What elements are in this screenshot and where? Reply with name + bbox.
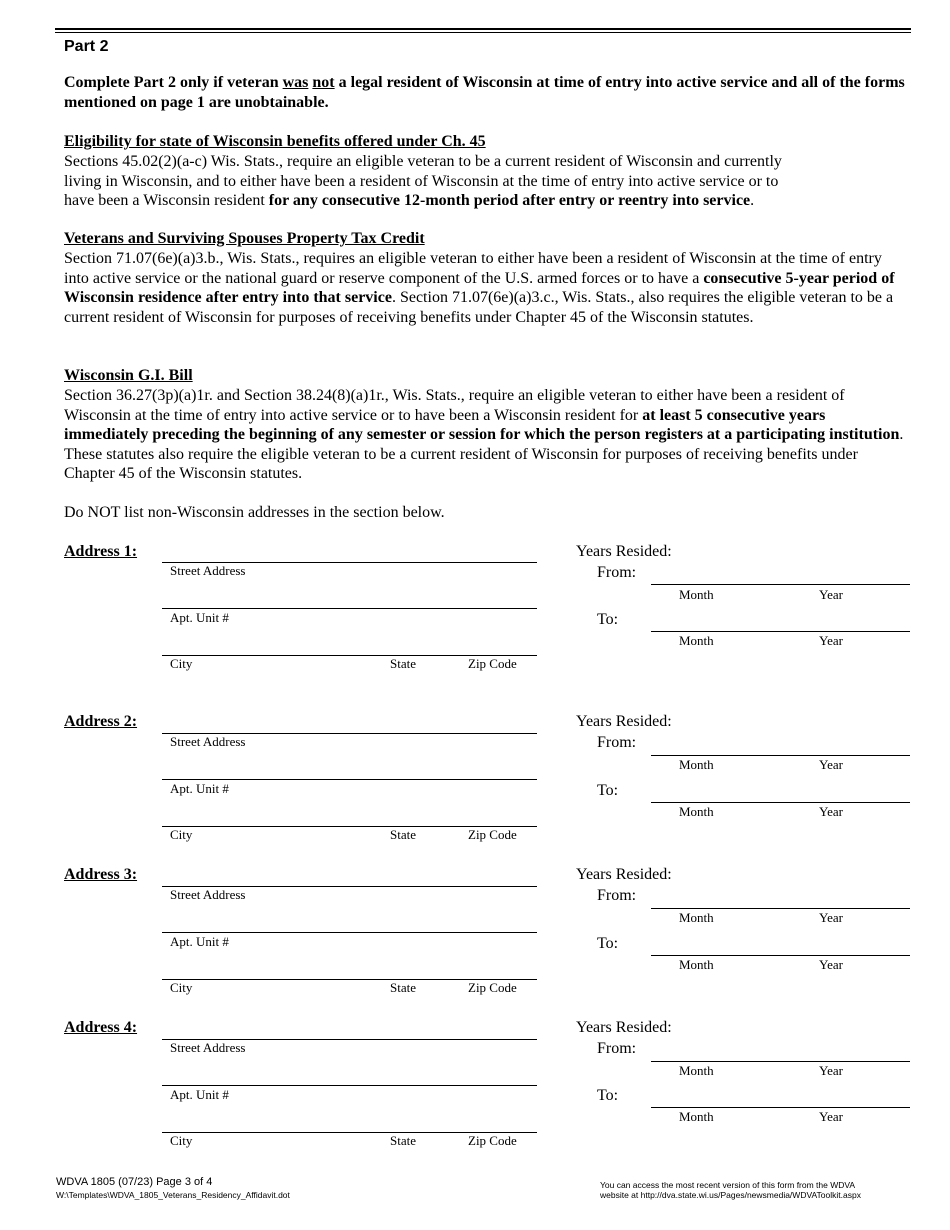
address-4-zip-label: Zip Code <box>468 1133 517 1148</box>
sec3-paragraph <box>64 386 904 484</box>
address-3-label: Address 3: <box>64 866 138 883</box>
address-3-city-label: City <box>170 980 193 995</box>
address-3-to-month: Month <box>679 957 714 972</box>
address-2-years-resided: Years Resided: <box>576 713 672 730</box>
address-3-apt-label: Apt. Unit # <box>170 934 229 949</box>
address-4-years-resided: Years Resided: <box>576 1019 672 1036</box>
address-1-state-label: State <box>390 656 416 671</box>
sec3-heading: Wisconsin G.I. Bill <box>64 367 193 384</box>
address-2-from-year: Year <box>819 757 843 772</box>
sec1-line-3 <box>64 191 912 211</box>
part-title: Part 2 <box>64 38 109 55</box>
address-3-to-year: Year <box>819 957 843 972</box>
sec3-text-a: Section 36.27(3p)(a)1r. and Section 38.24(8)(a)1r., Wis. Stats., require an eligible veteran to either have been a resident of Wisconsin at the time of entry into active service or to have been a Wisconsin resident for <box>64 387 845 424</box>
footer-access-line-2: website at http://dva.state.wi.us/Pages/newsmedia/WDVAToolkit.aspx <box>600 1190 861 1200</box>
address-4-apt-label: Apt. Unit # <box>170 1087 229 1102</box>
address-2-to-month: Month <box>679 804 714 819</box>
address-1-to-year: Year <box>819 633 843 648</box>
address-4-label: Address 4: <box>64 1019 138 1036</box>
address-2-state-label: State <box>390 827 416 842</box>
intro-paragraph <box>64 73 912 112</box>
sec1-line-3b: for any consecutive 12-month period after entry or reentry into service <box>268 192 751 209</box>
sec3-text-c: . These statutes also require the eligible veteran to be a current resident of Wisconsin for purposes of receiving benefits under Chapter 45 of the Wisconsin statutes. <box>64 426 904 482</box>
address-3-street-label: Street Address <box>170 887 246 902</box>
address-2-from-month: Month <box>679 757 714 772</box>
address-1-from-label: From: <box>597 564 637 581</box>
address-2-from-line[interactable] <box>651 755 910 756</box>
sec2-text-b: consecutive 5-year period of Wisconsin residence after entry into that service <box>64 269 895 306</box>
address-3-apt-line[interactable] <box>162 932 537 933</box>
address-1-from-year: Year <box>819 587 843 602</box>
sec1-line-2: living in Wisconsin, and to either have been a resident of Wisconsin at the time of entry into active service or to <box>64 173 779 190</box>
sec1-line-3a: have been a Wisconsin resident <box>64 192 269 209</box>
address-4-from-line[interactable] <box>651 1061 910 1062</box>
sec2-text-a: Section 71.07(6e)(a)3.b., Wis. Stats., requires an eligible veteran to either have been a resident of Wisconsin at the time of entry into active service or the national guard or reserve component of the U.S. armed forces or to have a <box>64 250 882 287</box>
address-4-from-year: Year <box>819 1063 843 1078</box>
sec2-heading: Veterans and Surviving Spouses Property Tax Credit <box>64 230 425 247</box>
sec1-line-1: Sections 45.02(2)(a-c) Wis. Stats., require an eligible veteran to be a current resident of Wisconsin and currently <box>64 153 782 170</box>
address-2-from-label: From: <box>597 734 637 751</box>
sec2-text-c: . Section 71.07(6e)(a)3.c., Wis. Stats., also requires the eligible veteran to be a current resident of Wisconsin for purposes of receiving benefits under Chapter 45 of the Wisconsin statutes. <box>64 289 894 326</box>
address-4-from-month: Month <box>679 1063 714 1078</box>
intro-not: not <box>312 74 335 91</box>
address-4-to-line[interactable] <box>651 1107 910 1108</box>
intro-text-1: Complete Part 2 only if veteran <box>64 74 283 91</box>
address-2-label: Address 2: <box>64 713 138 730</box>
address-3-from-line[interactable] <box>651 908 910 909</box>
address-3-to-line[interactable] <box>651 955 910 956</box>
address-4-city-label: City <box>170 1133 193 1148</box>
top-rule-thin <box>55 32 911 33</box>
address-2-to-line[interactable] <box>651 802 910 803</box>
footer-template-path: W:\Templates\WDVA_1805_Veterans_Residency_Affidavit.dot <box>56 1190 290 1200</box>
sec1-line-3c: . <box>750 192 755 209</box>
address-4-from-label: From: <box>597 1040 637 1057</box>
address-4-to-year: Year <box>819 1109 843 1124</box>
address-4-to-month: Month <box>679 1109 714 1124</box>
top-rule <box>55 28 911 30</box>
address-1-city-label: City <box>170 656 193 671</box>
address-3-from-month: Month <box>679 910 714 925</box>
address-1-from-month: Month <box>679 587 714 602</box>
address-3-from-label: From: <box>597 887 637 904</box>
address-2-zip-label: Zip Code <box>468 827 517 842</box>
address-1-apt-line[interactable] <box>162 608 537 609</box>
address-4-state-label: State <box>390 1133 416 1148</box>
address-1-to-label: To: <box>597 611 619 628</box>
address-1-from-line[interactable] <box>651 584 910 585</box>
intro-was: was <box>282 74 309 91</box>
address-3-from-year: Year <box>819 910 843 925</box>
address-2-apt-label: Apt. Unit # <box>170 781 229 796</box>
address-4-street-label: Street Address <box>170 1040 246 1055</box>
address-1-label: Address 1: <box>64 543 138 560</box>
footer-form-id: WDVA 1805 (07/23) Page 3 of 4 <box>56 1176 213 1188</box>
address-2-to-label: To: <box>597 782 619 799</box>
footer-access-line-1: You can access the most recent version of this form from the WDVA <box>600 1180 856 1190</box>
address-2-apt-line[interactable] <box>162 779 537 780</box>
intro-text-2: a legal resident of Wisconsin at time of entry into active service and all of the forms mentioned on page 1 are unobtainable. <box>64 74 905 111</box>
notice-text: Do NOT list non-Wisconsin addresses in the section below. <box>64 504 445 521</box>
address-1-years-resided: Years Resided: <box>576 543 672 560</box>
address-1-zip-label: Zip Code <box>468 656 517 671</box>
address-3-zip-label: Zip Code <box>468 980 517 995</box>
address-1-apt-label: Apt. Unit # <box>170 610 229 625</box>
address-2-street-label: Street Address <box>170 734 246 749</box>
address-2-to-year: Year <box>819 804 843 819</box>
sec1-heading: Eligibility for state of Wisconsin benefits offered under Ch. 45 <box>64 133 486 150</box>
address-4-to-label: To: <box>597 1087 619 1104</box>
sec2-paragraph <box>64 249 904 327</box>
address-4-apt-line[interactable] <box>162 1085 537 1086</box>
address-3-state-label: State <box>390 980 416 995</box>
address-1-to-month: Month <box>679 633 714 648</box>
sec3-text-b: at least 5 consecutive years immediately preceding the beginning of any semester or session for which the person registers at a participating institution <box>64 406 900 443</box>
address-3-years-resided: Years Resided: <box>576 866 672 883</box>
address-1-to-line[interactable] <box>651 631 910 632</box>
address-1-street-label: Street Address <box>170 563 246 578</box>
address-2-city-label: City <box>170 827 193 842</box>
address-3-to-label: To: <box>597 935 619 952</box>
